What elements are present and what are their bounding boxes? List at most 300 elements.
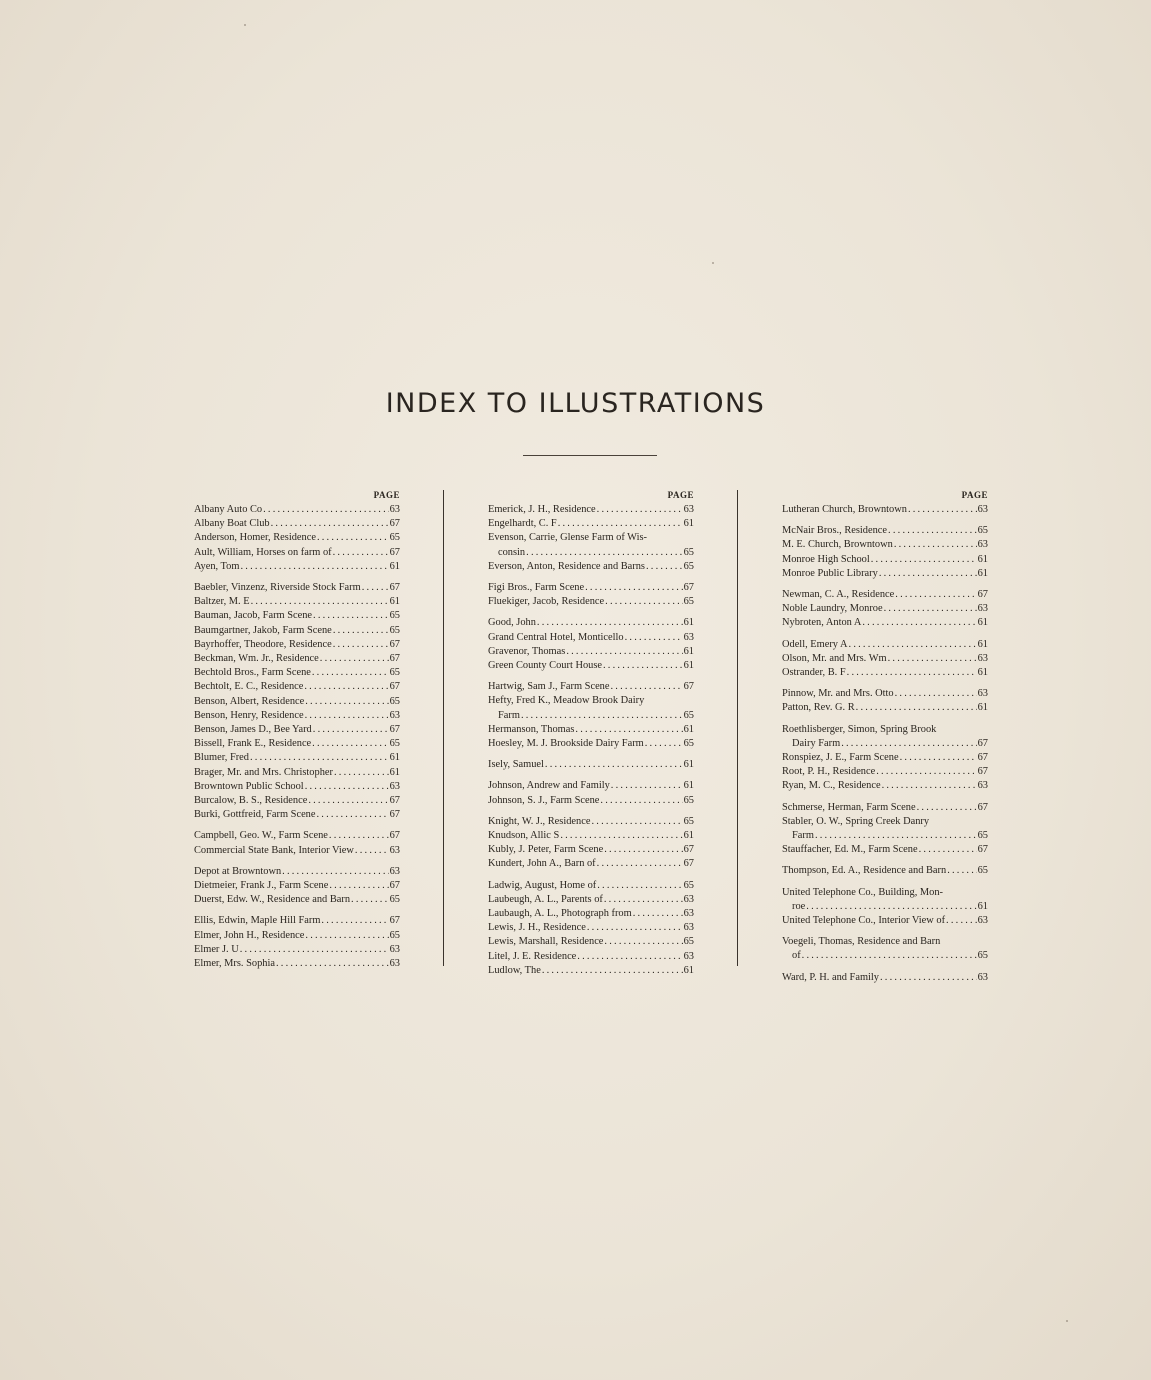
dot-leader (333, 546, 389, 560)
entry-label: Baumgartner, Jakob, Farm Scene (194, 624, 332, 636)
entry-page-number: 63 (389, 943, 400, 955)
entry-page-number: 67 (683, 582, 694, 594)
index-entry (194, 957, 400, 971)
entry-label: Root, P. H., Residence (782, 766, 876, 778)
index-entry (782, 567, 988, 581)
dot-leader (320, 652, 389, 666)
index-entry (782, 553, 988, 567)
entry-page-number: 61 (977, 702, 988, 714)
index-column-2 (488, 488, 694, 985)
entry-label: Kundert, John A., Barn of (488, 858, 596, 870)
index-entry (194, 943, 400, 957)
index-entry (194, 652, 400, 666)
index-entry (194, 844, 400, 858)
entry-page-number: 61 (683, 645, 694, 657)
entry-page-number: 65 (683, 794, 694, 806)
entry-label: Monroe High School (782, 553, 870, 565)
entry-page-number: 67 (977, 752, 988, 764)
entry-page-number: 61 (389, 766, 400, 778)
entry-label: Bechtold Bros., Farm Scene (194, 667, 311, 679)
dot-leader (646, 560, 683, 574)
paper-speck (712, 262, 714, 264)
entry-page-number: 63 (389, 844, 400, 856)
entry-label-continuation: roe (792, 900, 806, 912)
entry-label: Dietmeier, Frank J., Farm Scene (194, 880, 329, 892)
dot-leader (321, 914, 388, 928)
dot-leader (305, 709, 389, 723)
entry-label: M. E. Church, Browntown (782, 539, 893, 551)
entry-label: Hefty, Fred K., Meadow Brook Dairy (488, 695, 645, 707)
entry-label: Ayen, Tom (194, 560, 240, 572)
index-entry (782, 843, 988, 857)
dot-leader (304, 680, 388, 694)
entry-label: Johnson, S. J., Farm Scene (488, 794, 600, 806)
entry-page-number: 67 (977, 844, 988, 856)
dot-leader (329, 879, 388, 893)
entry-label: Newman, C. A., Residence (782, 589, 895, 601)
entry-page-number: 61 (977, 667, 988, 679)
entry-page-number: 61 (683, 617, 694, 629)
column-divider-1 (443, 490, 444, 966)
dot-leader (313, 609, 389, 623)
index-entry (194, 723, 400, 737)
entry-page-number: 65 (389, 695, 400, 707)
entry-page-number: 65 (977, 865, 988, 877)
entry-label: Everson, Anton, Residence and Barns (488, 560, 645, 572)
index-entry (782, 935, 988, 963)
entry-label: Ronspiez, J. E., Farm Scene (782, 752, 899, 764)
entry-page-number: 63 (683, 631, 694, 643)
entry-page-number: 63 (977, 780, 988, 792)
entry-page-number: 67 (389, 724, 400, 736)
dot-leader (317, 808, 389, 822)
dot-leader (362, 581, 389, 595)
dot-leader (333, 624, 389, 638)
entry-label: Lewis, J. H., Residence (488, 922, 586, 934)
index-letter-group (488, 758, 694, 772)
index-entry (488, 950, 694, 964)
entry-page-number: 61 (977, 553, 988, 565)
entry-label: Bayrhoffer, Theodore, Residence (194, 638, 332, 650)
index-column-1 (194, 488, 400, 978)
page-column-header: PAGE (667, 490, 694, 500)
index-entry (194, 766, 400, 780)
index-entry (194, 581, 400, 595)
dot-leader (597, 503, 683, 517)
entry-label: Kubly, J. Peter, Farm Scene (488, 844, 604, 856)
dot-leader (312, 666, 389, 680)
index-entry (488, 723, 694, 737)
index-entry (488, 857, 694, 871)
title-divider (523, 455, 657, 456)
entry-page-number: 65 (389, 610, 400, 622)
index-entry (194, 503, 400, 517)
entry-page-number: 67 (683, 858, 694, 870)
dot-leader (604, 935, 682, 949)
dot-leader (305, 929, 388, 943)
entry-label-continuation: Farm (498, 709, 520, 721)
entry-page-number: 63 (683, 950, 694, 962)
index-letter-group (782, 723, 988, 794)
index-entry (782, 765, 988, 779)
dot-leader (329, 829, 389, 843)
entry-label: Benson, James D., Bee Yard (194, 724, 312, 736)
index-entry (782, 971, 988, 985)
index-letter-group (194, 914, 400, 971)
dot-leader (888, 652, 977, 666)
entry-label: United Telephone Co., Building, Mon- (782, 886, 943, 898)
dot-leader (876, 765, 976, 779)
entry-label: Odell, Emery A (782, 638, 848, 650)
entry-label: Knudson, Allic S (488, 830, 560, 842)
index-entry (194, 695, 400, 709)
dot-leader (847, 666, 977, 680)
index-entry (488, 758, 694, 772)
index-entry (782, 779, 988, 793)
dot-leader (894, 538, 977, 552)
dot-leader (545, 758, 683, 772)
index-letter-group (194, 865, 400, 908)
entry-page-number: 61 (977, 567, 988, 579)
page-column-header: PAGE (961, 490, 988, 500)
index-entry (488, 829, 694, 843)
entry-label: Ludlow, The (488, 964, 541, 976)
entry-page-number: 67 (977, 801, 988, 813)
index-letter-group (782, 935, 988, 963)
entry-page-number: 61 (683, 759, 694, 771)
index-entry (782, 815, 988, 843)
index-entry (194, 914, 400, 928)
index-entry (194, 879, 400, 893)
entry-label: Bauman, Jacob, Farm Scene (194, 610, 313, 622)
entry-page-number: 61 (683, 723, 694, 735)
entry-page-number: 67 (389, 809, 400, 821)
index-entry (488, 595, 694, 609)
entry-page-number: 63 (977, 504, 988, 515)
dot-leader (334, 766, 389, 780)
entry-page-number: 61 (389, 596, 400, 608)
entry-page-number: 67 (683, 844, 694, 856)
entry-label: Good, John (488, 617, 536, 629)
dot-leader (577, 950, 682, 964)
dot-leader (879, 567, 977, 581)
index-letter-group (782, 588, 988, 631)
entry-page-number: 61 (683, 660, 694, 672)
index-entry (488, 907, 694, 921)
dot-leader (521, 709, 683, 723)
entry-page-number: 61 (389, 752, 400, 764)
index-entry (194, 737, 400, 751)
entry-page-number: 63 (389, 865, 400, 877)
index-entry (488, 737, 694, 751)
paper-speck (1066, 1320, 1068, 1322)
dot-leader (313, 723, 389, 737)
index-letter-group (782, 801, 988, 858)
index-entry (782, 723, 988, 751)
index-entry (782, 588, 988, 602)
entry-page-number: 67 (389, 880, 400, 892)
entry-page-number: 63 (683, 893, 694, 905)
entry-label: Lutheran Church, Browntown (782, 504, 907, 515)
entry-label-continuation: Farm (792, 830, 814, 842)
entry-page-number: 65 (683, 879, 694, 891)
entry-page-number: 65 (389, 667, 400, 679)
entry-page-number: 67 (977, 589, 988, 601)
entry-label: United Telephone Co., Interior View of (782, 915, 946, 927)
entry-label: Ladwig, August, Home of (488, 879, 597, 891)
index-entry (488, 645, 694, 659)
dot-leader (240, 560, 388, 574)
dot-leader (841, 737, 976, 751)
entry-label: Monroe Public Library (782, 567, 878, 579)
entry-page-number: 63 (977, 688, 988, 700)
entry-page-number: 61 (683, 830, 694, 842)
entry-label: Ault, William, Horses on farm of (194, 546, 332, 558)
index-entry (488, 964, 694, 978)
index-entry (194, 666, 400, 680)
index-entry (194, 794, 400, 808)
index-entry (782, 638, 988, 652)
dot-leader (802, 949, 977, 963)
entry-page-number: 67 (977, 737, 988, 749)
index-entry (194, 929, 400, 943)
entry-label: Litel, J. E. Residence (488, 950, 577, 962)
index-entry (782, 801, 988, 815)
index-entry (194, 546, 400, 560)
entry-page-number: 67 (389, 795, 400, 807)
entry-page-number: 61 (683, 964, 694, 976)
dot-leader (919, 843, 977, 857)
dot-leader (645, 737, 683, 751)
index-entry (194, 624, 400, 638)
index-entry (194, 609, 400, 623)
index-entry (782, 914, 988, 928)
dot-leader (333, 638, 389, 652)
entry-label: Depot at Browntown (194, 865, 282, 877)
dot-leader (603, 659, 683, 673)
entry-page-number: 65 (683, 560, 694, 572)
entry-label: Gravenor, Thomas (488, 645, 566, 657)
dot-leader (566, 645, 682, 659)
index-entry (194, 808, 400, 822)
entry-page-number: 65 (683, 738, 694, 750)
dot-leader (597, 857, 683, 871)
entry-label: Ryan, M. C., Residence (782, 780, 881, 792)
entry-label: Laubeugh, A. L., Parents of (488, 893, 603, 905)
entry-page-number: 67 (389, 653, 400, 665)
entry-page-number: 61 (977, 900, 988, 912)
dot-leader (806, 900, 976, 914)
index-entry (782, 616, 988, 630)
entry-page-number: 63 (389, 504, 400, 515)
dot-leader (947, 864, 976, 878)
index-entry (782, 538, 988, 552)
column-divider-2 (737, 490, 738, 966)
entry-page-number: 65 (389, 532, 400, 544)
dot-leader (250, 751, 389, 765)
index-entry (488, 680, 694, 694)
index-entry (782, 503, 988, 517)
dot-leader (585, 581, 683, 595)
entry-label: Pinnow, Mr. and Mrs. Otto (782, 688, 894, 700)
index-entry (488, 815, 694, 829)
index-entry (488, 921, 694, 935)
dot-leader (908, 503, 977, 517)
dot-leader (282, 865, 388, 879)
dot-leader (526, 546, 682, 560)
index-entry (782, 886, 988, 914)
entry-label: Hermanson, Thomas (488, 723, 575, 735)
entry-label: Baltzer, M. E (194, 596, 250, 608)
dot-leader (604, 843, 682, 857)
entry-label: Fluekiger, Jacob, Residence (488, 596, 605, 608)
dot-leader (591, 815, 682, 829)
dot-leader (305, 780, 389, 794)
entry-page-number: 63 (977, 603, 988, 615)
index-entry (194, 560, 400, 574)
dot-leader (240, 943, 389, 957)
entry-page-number: 67 (977, 766, 988, 778)
entry-label: Engelhardt, C. F (488, 518, 557, 530)
dot-leader (862, 616, 976, 630)
index-entry (194, 638, 400, 652)
index-entry (488, 843, 694, 857)
entry-label: Ward, P. H. and Family (782, 971, 879, 983)
entry-page-number: 63 (683, 908, 694, 920)
dot-leader (575, 723, 682, 737)
dot-leader (312, 737, 388, 751)
entry-label: Laubaugh, A. L., Photograph from (488, 908, 632, 920)
entry-page-number: 65 (683, 936, 694, 948)
entry-page-number: 65 (389, 929, 400, 941)
dot-leader (604, 893, 683, 907)
entry-label: Schmerse, Herman, Farm Scene (782, 801, 916, 813)
entry-label: Elmer, John H., Residence (194, 929, 305, 941)
index-entry (782, 687, 988, 701)
entry-label: Burki, Gottfreid, Farm Scene (194, 809, 316, 821)
index-column-3 (782, 488, 988, 992)
index-letter-group (194, 503, 400, 574)
index-letter-group (488, 815, 694, 872)
entry-page-number: 63 (977, 652, 988, 664)
entry-label: Noble Laundry, Monroe (782, 603, 883, 615)
index-entry (488, 560, 694, 574)
index-entry (194, 829, 400, 843)
entry-label: Lewis, Marshall, Residence (488, 936, 604, 948)
entry-label: Olson, Mr. and Mrs. Wm (782, 652, 887, 664)
entry-page-number: 65 (977, 525, 988, 537)
index-letter-group (782, 638, 988, 681)
index-entry (488, 779, 694, 793)
entry-label: Elmer J. U (194, 943, 239, 955)
index-entry (782, 524, 988, 538)
entry-label: Evenson, Carrie, Glense Farm of Wis- (488, 532, 647, 544)
dot-leader (895, 687, 977, 701)
dot-leader (597, 879, 682, 893)
dot-leader (537, 616, 683, 630)
index-entry (782, 602, 988, 616)
entry-label-continuation: Dairy Farm (792, 737, 841, 749)
dot-leader (600, 794, 682, 808)
entry-page-number: 63 (977, 971, 988, 983)
index-entry (488, 581, 694, 595)
dot-leader (849, 638, 977, 652)
index-entry (194, 751, 400, 765)
entry-page-number: 61 (389, 560, 400, 572)
entry-page-number: 65 (389, 894, 400, 906)
entry-label: Duerst, Edw. W., Residence and Barn (194, 894, 351, 906)
dot-leader (558, 517, 683, 531)
entry-page-number: 65 (977, 950, 988, 962)
dot-leader (917, 801, 977, 815)
dot-leader (625, 631, 683, 645)
entry-label: Anderson, Homer, Residence (194, 532, 316, 544)
entry-page-number: 61 (977, 638, 988, 650)
entry-label: Green County Court House (488, 660, 602, 672)
entry-page-number: 63 (977, 539, 988, 551)
dot-leader (351, 893, 389, 907)
entry-label: Stauffacher, Ed. M., Farm Scene (782, 844, 918, 856)
index-letter-group (488, 879, 694, 978)
index-letter-group (488, 581, 694, 609)
dot-leader (542, 964, 683, 978)
index-entry (782, 751, 988, 765)
entry-label: Thompson, Ed. A., Residence and Barn (782, 865, 947, 877)
entry-label: Isely, Samuel (488, 759, 544, 771)
entry-page-number: 67 (389, 518, 400, 530)
index-letter-group (488, 616, 694, 673)
entry-label: Elmer, Mrs. Sophia (194, 958, 275, 970)
index-entry (782, 666, 988, 680)
index-entry (488, 935, 694, 949)
dot-leader (276, 957, 389, 971)
index-entry (488, 794, 694, 808)
entry-label: Grand Central Hotel, Monticello (488, 631, 624, 643)
entry-page-number: 67 (389, 638, 400, 650)
dot-leader (611, 779, 683, 793)
index-entry (488, 893, 694, 907)
dot-leader (611, 680, 683, 694)
index-entry (488, 694, 694, 722)
index-letter-group (782, 886, 988, 929)
entry-page-number: 65 (683, 596, 694, 608)
index-entry (194, 893, 400, 907)
dot-leader (271, 517, 389, 531)
entry-page-number: 65 (683, 546, 694, 558)
dot-leader (251, 595, 389, 609)
entry-label: Patton, Rev. G. R (782, 702, 855, 714)
index-entry (194, 780, 400, 794)
entry-page-number: 61 (683, 518, 694, 530)
entry-page-number: 67 (389, 681, 400, 693)
entry-page-number: 67 (683, 681, 694, 693)
entry-page-number: 61 (977, 617, 988, 629)
entry-label: Ostrander, B. F (782, 667, 846, 679)
dot-leader (895, 588, 976, 602)
entry-label: Hoesley, M. J. Brookside Dairy Farm (488, 738, 644, 750)
index-entry (194, 595, 400, 609)
index-entry (488, 879, 694, 893)
dot-leader (560, 829, 682, 843)
index-entry (488, 517, 694, 531)
entry-label: Blumer, Fred (194, 752, 249, 764)
index-letter-group (488, 503, 694, 574)
entry-label: Stabler, O. W., Spring Creek Danry (782, 815, 930, 827)
index-entry (782, 652, 988, 666)
entry-label: Bechtolt, E. C., Residence (194, 681, 304, 693)
index-entry (488, 631, 694, 645)
dot-leader (884, 602, 977, 616)
